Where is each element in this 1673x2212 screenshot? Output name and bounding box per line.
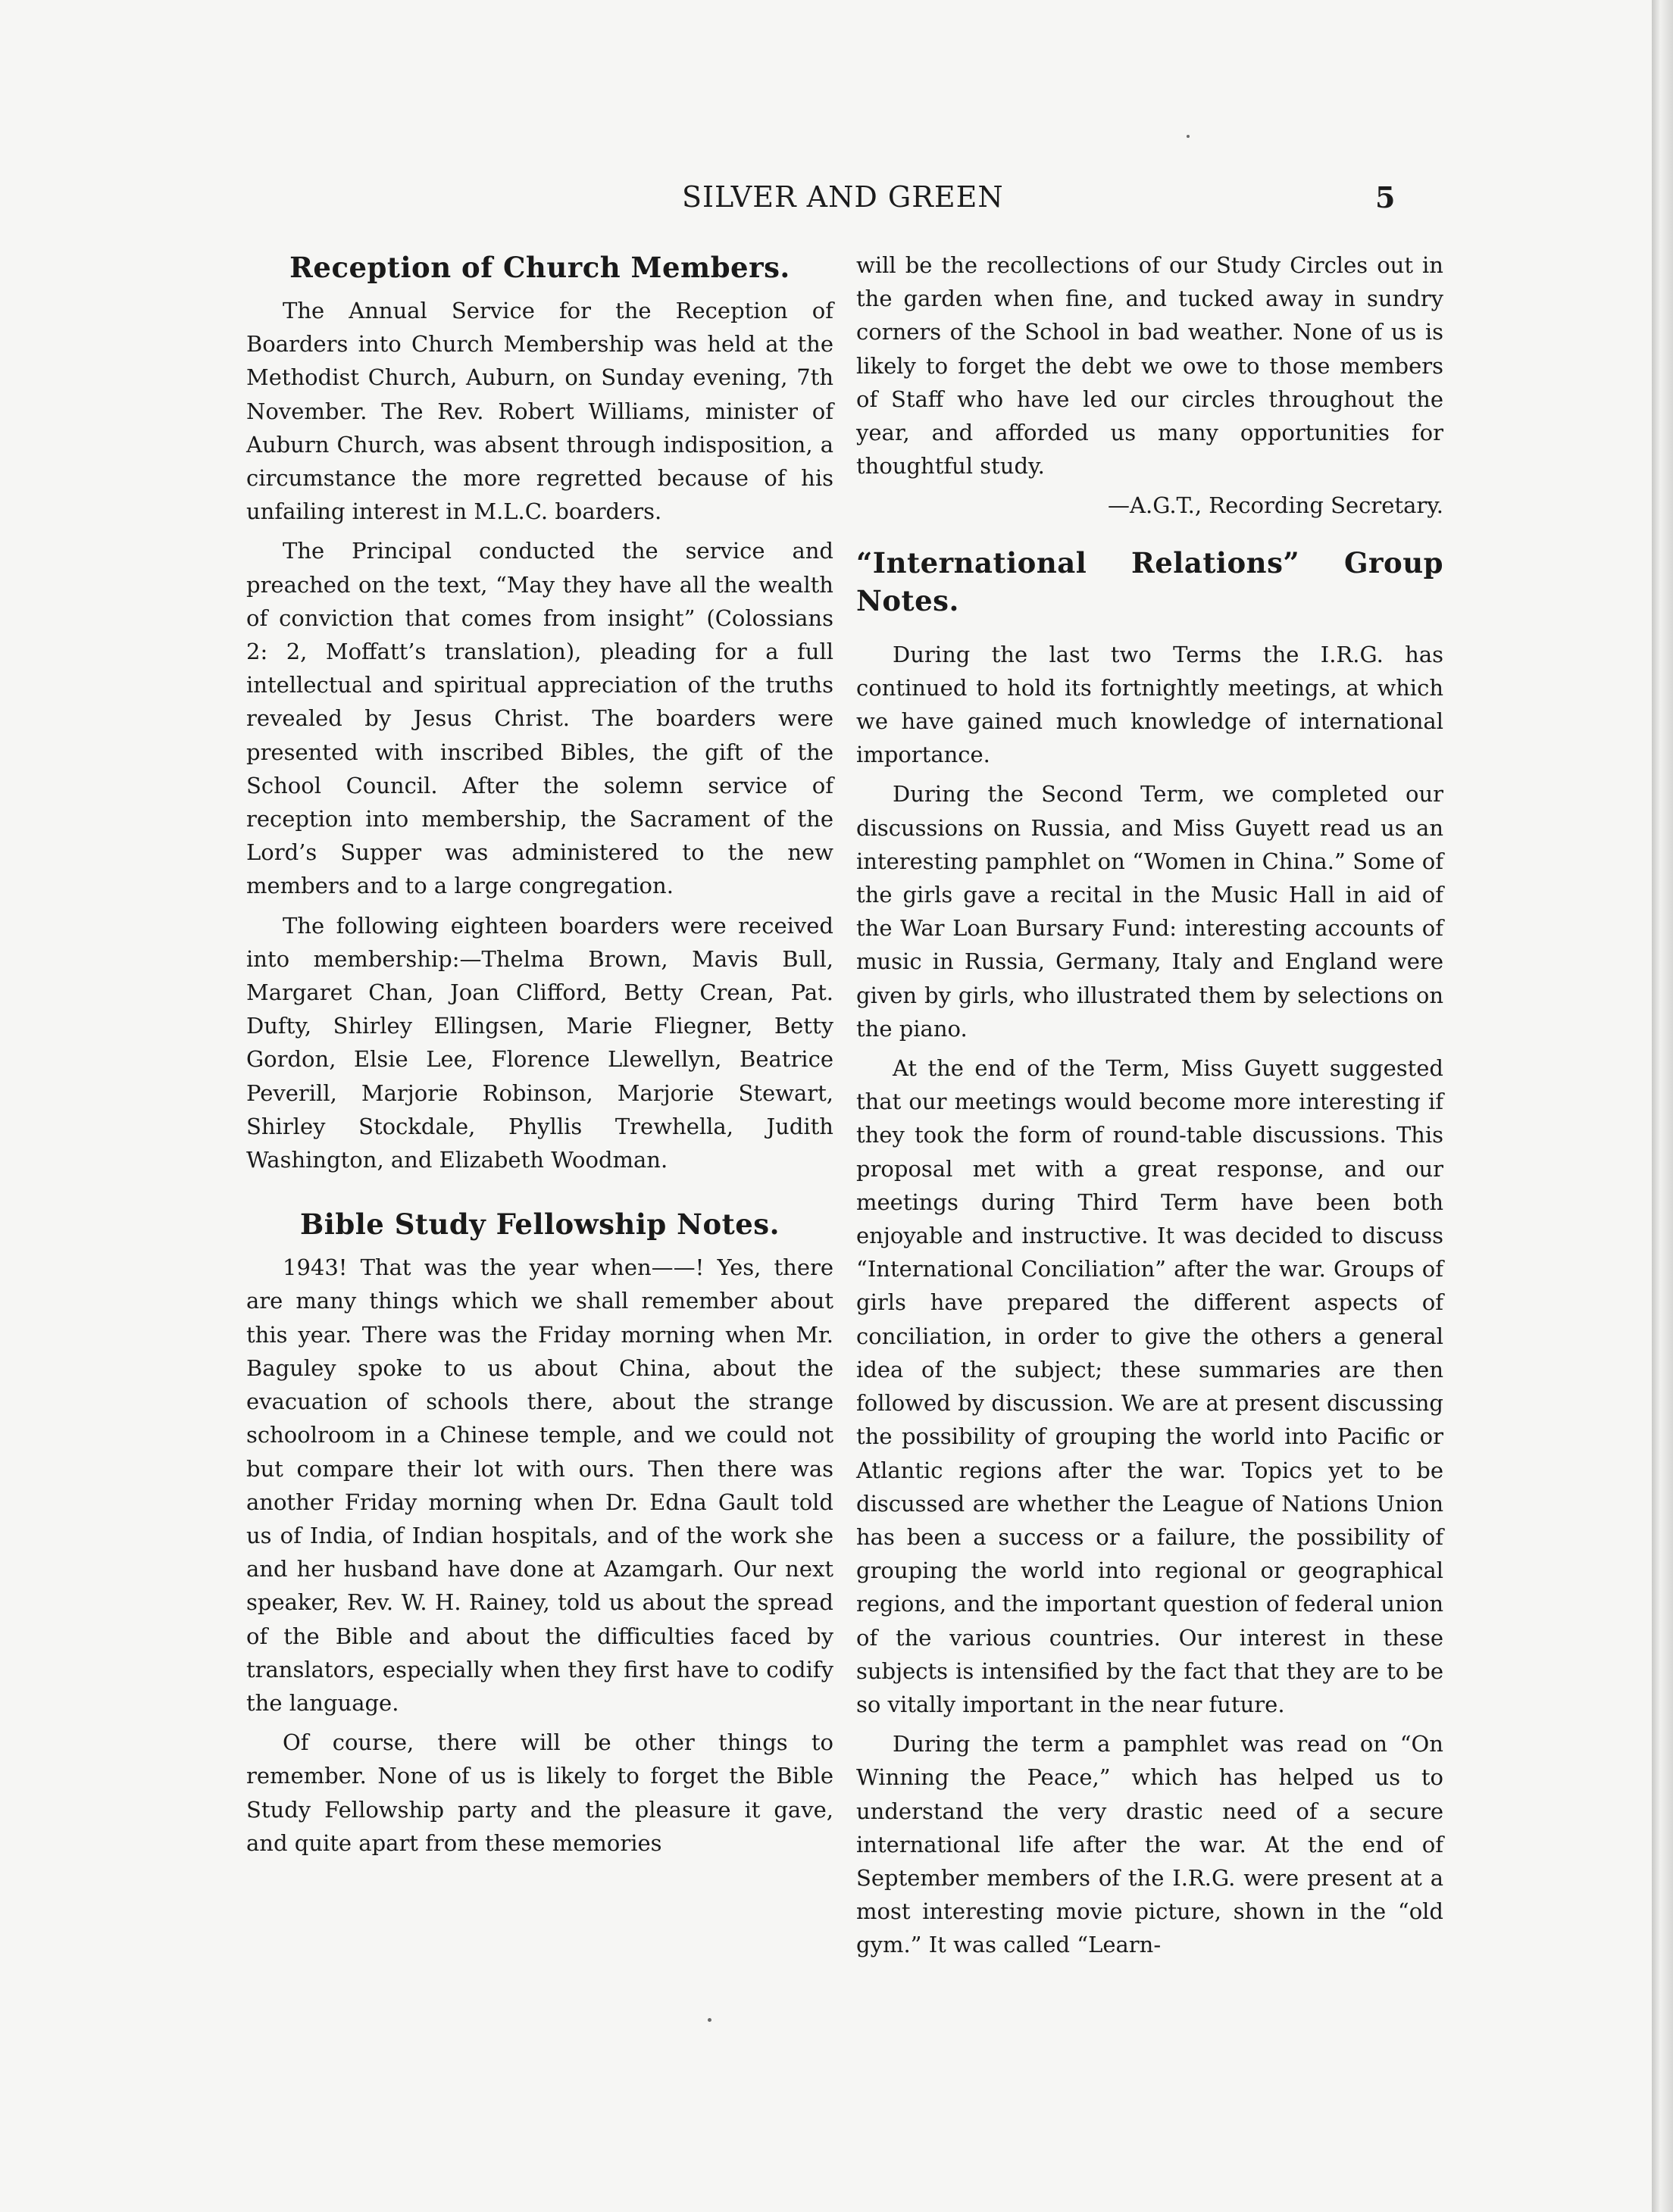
irg-paragraph: During the Second Term, we completed our discussions on Russia, and Miss Guyett read us an interesting pamphlet on “Women in China.” Some of the girls gave a recital in the Music Hall in aid of the War Loan Bursary Fund: interesting accounts of music in Russia, Germany, Italy and England were given by girls, who illustrated them by selections on the piano. [856,781,1443,1042]
irg-paragraph: At the end of the Term, Miss Guyett suggested that our meetings would become more interesting if they took the form of round-table discussions. This proposal met with a great response, and our meetings during Third Term have been both enjoyable and instructive. It was decided to discuss “International Conciliation” after the war. Groups of girls have prepared the different aspects of conciliation, in order to give the others a general idea of the subject; these summaries are then followed by discussion. We are at present discussing the possibility of grouping the world into Pacific or Atlantic regions after the war. Topics yet to be discussed are whether the League of Nations Union has been a success or a failure, the possibility of grouping the world into regional or geographical regions, and the important question of federal union of the various countries. Our interest in these subjects is intensified by the fact that they are to be so vitally important in the near future. [856,1055,1443,1717]
page-number: 5 [1375,180,1396,214]
print-speck [1187,135,1190,138]
bible-study-heading: Bible Study Fellowship Notes. [300,1208,780,1242]
bible-study-paragraph: 1943! That was the year when——! Yes, there are many things which we shall remember about this year. There was the Friday morning when Mr. Baguley spoke to us about China, about the evacuation of schools there, about the strange schoolroom in a Chinese temple, and we could not but compare their lot with ours. Then there was another Friday morning when Dr. Edna Gault told us of India, of Indian hospitals, and of the work she and her husband have done at Azamgarh. Our next speaker, Rev. W. H. Rainey, told us about the spread of the Bible and about the difficulties faced by translators, especially when they first have to codify the language. [246,1254,833,1716]
reception-paragraph: The Annual Service for the Reception of Boarders into Church Membership was held at the Methodist Church, Auburn, on Sunday evening, 7th November. The Rev. Robert Williams, minister of Auburn Church, was absent through indisposition, a circumstance the more regretted because of his unfailing interest in M.L.C. boarders. [246,298,833,525]
irg-heading: “International Relations” Group Notes. [856,545,1443,617]
right-column [856,248,1443,1968]
irg-paragraph: During the term a pamphlet was read on “On Winning the Peace,” which has helped us to understand the very drastic need of a secure international life after the war. At the end of September members of the I.R.G. were present at a most interesting movie picture, shown in the “old gym.” It was called “Learn- [856,1731,1443,1958]
reception-paragraph: The following eighteen boarders were received into membership:—Thelma Brown, Mavis Bull, Margaret Chan, Joan Clifford, Betty Crean, Pat. Dufty, Shirley Ellingsen, Marie Fliegner, Betty Gordon, Elsie Lee, Florence Llewellyn, Beatrice Peverill, Marjorie Robinson, Marjorie Stewart, Shirley Stockdale, Phyllis Trewhella, Judith Washington, and Elizabeth Woodman. [246,912,833,1173]
irg-paragraph: During the last two Terms the I.R.G. has continued to hold its fortnightly meetings, at which we have gained much knowledge of international importance. [856,641,1443,768]
reception-paragraph: The Principal conducted the service and preached on the text, “May they have all the wealth of conviction that comes from insight” (Colossians 2: 2, Moffatt’s translation), pleading for a full intellectual and spiritual appreciation of the truths revealed by Jesus Christ. The boarders were presented with inscribed Bibles, the gift of the School Council. After the solemn service of reception into membership, the Sacrament of the Lord’s Supper was administered to the new members and to a large congregation. [246,538,833,899]
print-speck [708,2018,711,2022]
binding-edge [1652,0,1673,2212]
running-head [0,180,1652,226]
bible-study-continuation: will be the recollections of our Study Circles out in the garden when fine, and tucked away in sundry corners of the School in bad weather. None of us is likely to forget the debt we owe to those members of Staff who have led our circles throughout the year, and afforded us many opportunities for thoughtful study. [856,252,1443,480]
bible-study-signature: —A.G.T., Recording Secretary. [1108,492,1443,519]
left-column [246,248,833,1866]
running-title: SILVER AND GREEN [682,180,1004,214]
reception-heading: Reception of Church Members. [289,251,790,284]
bible-study-paragraph: Of course, there will be other things to remember. None of us is likely to forget the Bible Study Fellowship party and the pleasure it gave, and quite apart from these memories [246,1729,833,1856]
